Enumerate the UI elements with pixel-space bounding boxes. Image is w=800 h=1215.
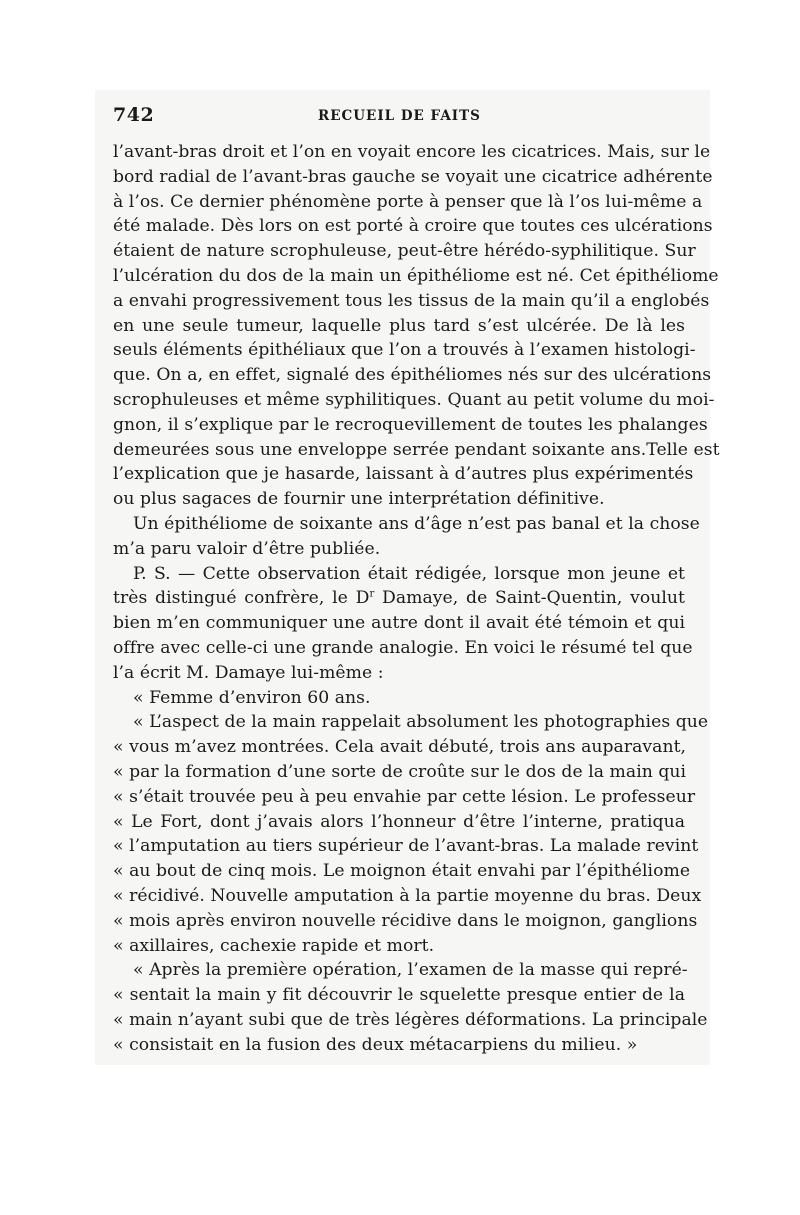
text-line: « Femme d’environ 60 ans. — [133, 687, 371, 708]
text-line: à l’os. Ce dernier phénomène porte à penser que là l’os lui-même a — [113, 191, 703, 212]
superscript: r — [369, 588, 375, 600]
text-line: P. S. — Cette observation était rédigée, lorsque mon jeune et — [133, 563, 685, 584]
text-line: Un épithéliome de soixante ans d’âge n’est pas banal et la chose — [133, 513, 700, 534]
text-line: bord radial de l’avant-bras gauche se voyait une cicatrice adhérente — [113, 166, 713, 187]
body-text — [113, 140, 720, 1057]
text-line: « par la formation d’une sorte de croûte sur le dos de la main qui — [113, 761, 687, 782]
page-header — [113, 104, 683, 130]
text-line: « Après la première opération, l’examen de la masse qui repré- — [133, 960, 688, 981]
text-line: « consistait en la fusion des deux métacarpiens du milieu. » — [113, 1034, 638, 1055]
text-line: « récidivé. Nouvelle amputation à la partie moyenne du bras. Deux — [113, 885, 702, 906]
text-line: en une seule tumeur, laquelle plus tard s’est ulcérée. De là les — [113, 315, 685, 336]
text-line: « l’amputation au tiers supérieur de l’avant-bras. La malade revint — [113, 836, 699, 857]
text-line: a envahi progressivement tous les tissus de la main qu’il a englobés — [113, 290, 710, 311]
text-line: « sentait la main y fit découvrir le squelette presque entier de la — [113, 985, 685, 1006]
text-line: demeurées sous une enveloppe serrée pendant soixante ans.Telle est — [113, 439, 720, 460]
text-segment: Damaye, de Saint-Quentin, voulut — [374, 588, 685, 609]
text-segment: très distingué confrère, le D — [113, 588, 370, 609]
text-line-with-superscript — [113, 586, 685, 611]
text-line: étaient de nature scrophuleuse, peut-être hérédo-syphilitique. Sur — [113, 241, 696, 262]
text-line: été malade. Dès lors on est porté à croire que toutes ces ulcérations — [113, 216, 713, 237]
text-line: « mois après environ nouvelle récidive dans le moignon, ganglions — [113, 910, 698, 931]
text-line: gnon, il s’explique par le recroquevillement de toutes les phalanges — [113, 414, 708, 435]
text-line: « main n’ayant subi que de très légères déformations. La principale — [113, 1009, 708, 1030]
text-line: l’avant-bras droit et l’on en voyait encore les cicatrices. Mais, sur le — [113, 142, 711, 162]
text-line: offre avec celle-ci une grande analogie. En voici le résumé tel que — [113, 637, 693, 658]
text-line: « L’aspect de la main rappelait absolument les photographies que — [133, 712, 709, 733]
text-line: bien m’en communiquer une autre dont il avait été témoin et qui — [113, 613, 685, 634]
page-number: 742 — [113, 104, 155, 126]
text-line: seuls éléments épithéliaux que l’on a trouvés à l’examen histologi- — [113, 340, 696, 361]
text-line: « au bout de cinq mois. Le moignon était envahi par l’épithéliome — [113, 861, 691, 882]
running-title: RECUEIL DE FAITS — [318, 108, 481, 124]
text-line: l’ulcération du dos de la main un épithéliome est né. Cet épithéliome — [113, 265, 719, 286]
text-line: l’a écrit M. Damaye lui-même : — [113, 662, 384, 683]
text-line: « axillaires, cachexie rapide et mort. — [113, 935, 435, 956]
text-line: m’a paru valoir d’être publiée. — [113, 538, 381, 559]
text-line: que. On a, en effet, signalé des épithéliomes nés sur des ulcérations — [113, 365, 712, 386]
text-line: « vous m’avez montrées. Cela avait débuté, trois ans auparavant, — [113, 737, 687, 758]
text-line: scrophuleuses et même syphilitiques. Quant au petit volume du moi- — [113, 389, 715, 410]
text-line: ou plus sagaces de fournir une interprétation définitive. — [113, 489, 605, 510]
text-line: « s’était trouvée peu à peu envahie par cette lésion. Le professeur — [113, 786, 696, 807]
text-line: « Le Fort, dont j’avais alors l’honneur d’être l’interne, pratiqua — [113, 811, 685, 832]
text-line: l’explication que je hasarde, laissant à d’autres plus expérimentés — [113, 464, 694, 485]
